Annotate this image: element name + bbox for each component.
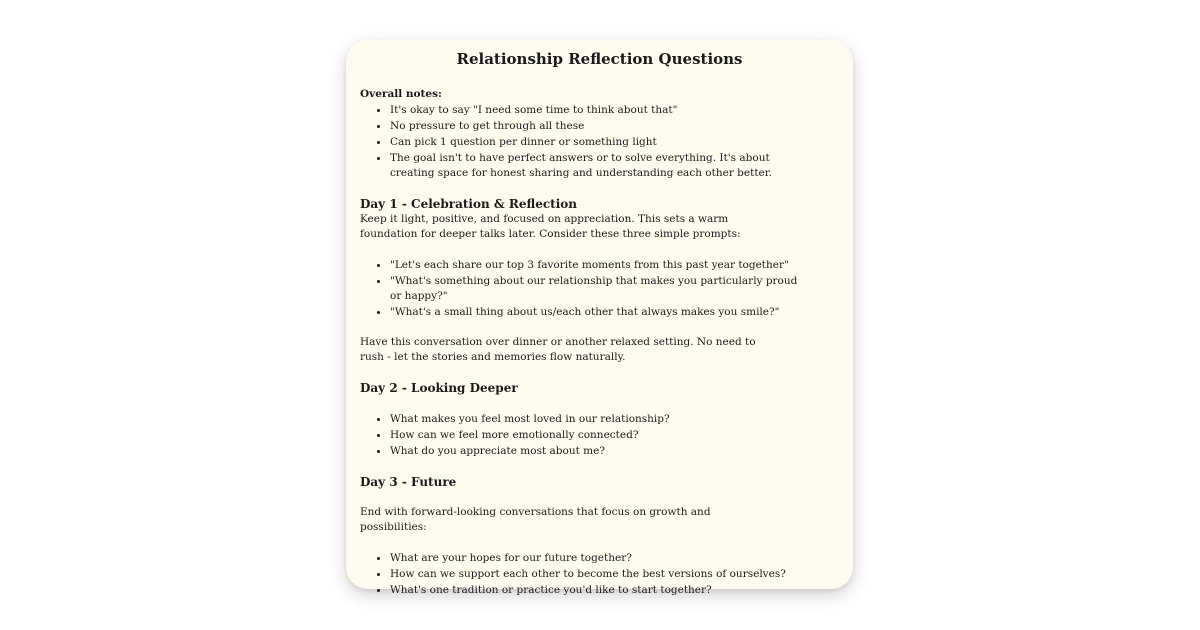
day1-list <box>360 257 839 320</box>
list-item: • No pressure to get through all these <box>390 118 800 134</box>
day3-intro: End with forward-looking conversations that focus on growth and possibilities: <box>360 506 711 533</box>
list-item: • How can we support each other to become the best versions of ourselves? <box>390 566 800 582</box>
list-item: • "What's a small thing about us/each other that always makes you smile?" <box>390 304 800 320</box>
list-item: • "Let's each share our top 3 favorite moments from this past year together" <box>390 257 800 273</box>
list-item: • Can pick 1 question per dinner or something light <box>390 134 800 150</box>
list-item: • The goal isn't to have perfect answers or to solve everything. It's about creating space for honest sharing and understanding each other better. <box>390 150 800 181</box>
list-item: • What makes you feel most loved in our relationship? <box>390 411 800 427</box>
day1-intro: Keep it light, positive, and focused on appreciation. This sets a warm foundation for deeper talks later. Consider these three simple prompts: <box>360 213 741 240</box>
day2-heading: Day 2 - Looking Deeper <box>360 381 518 395</box>
list-item: • How can we feel more emotionally connected? <box>390 427 800 443</box>
notes-label: Overall notes: <box>360 88 442 100</box>
document-card <box>346 40 853 596</box>
day2-list <box>360 411 839 459</box>
document-body <box>360 87 839 598</box>
list-item: • "What's something about our relationship that makes you particularly proud or happy?" <box>390 273 800 304</box>
document-title: Relationship Reflection Questions <box>456 50 743 68</box>
day3-list <box>360 550 839 598</box>
list-item: • What's one tradition or practice you'd like to start together? <box>390 582 800 598</box>
day3-heading: Day 3 - Future <box>360 475 457 489</box>
list-item: • What are your hopes for our future together? <box>390 550 800 566</box>
notes-list <box>360 102 839 181</box>
list-item: • What do you appreciate most about me? <box>390 443 800 459</box>
day1-outro: Have this conversation over dinner or another relaxed setting. No need to rush - let the stories and memories flow naturally. <box>360 336 756 363</box>
day1-heading: Day 1 - Celebration & Reflection <box>360 197 578 211</box>
list-item: • It's okay to say "I need some time to think about that" <box>390 102 800 118</box>
